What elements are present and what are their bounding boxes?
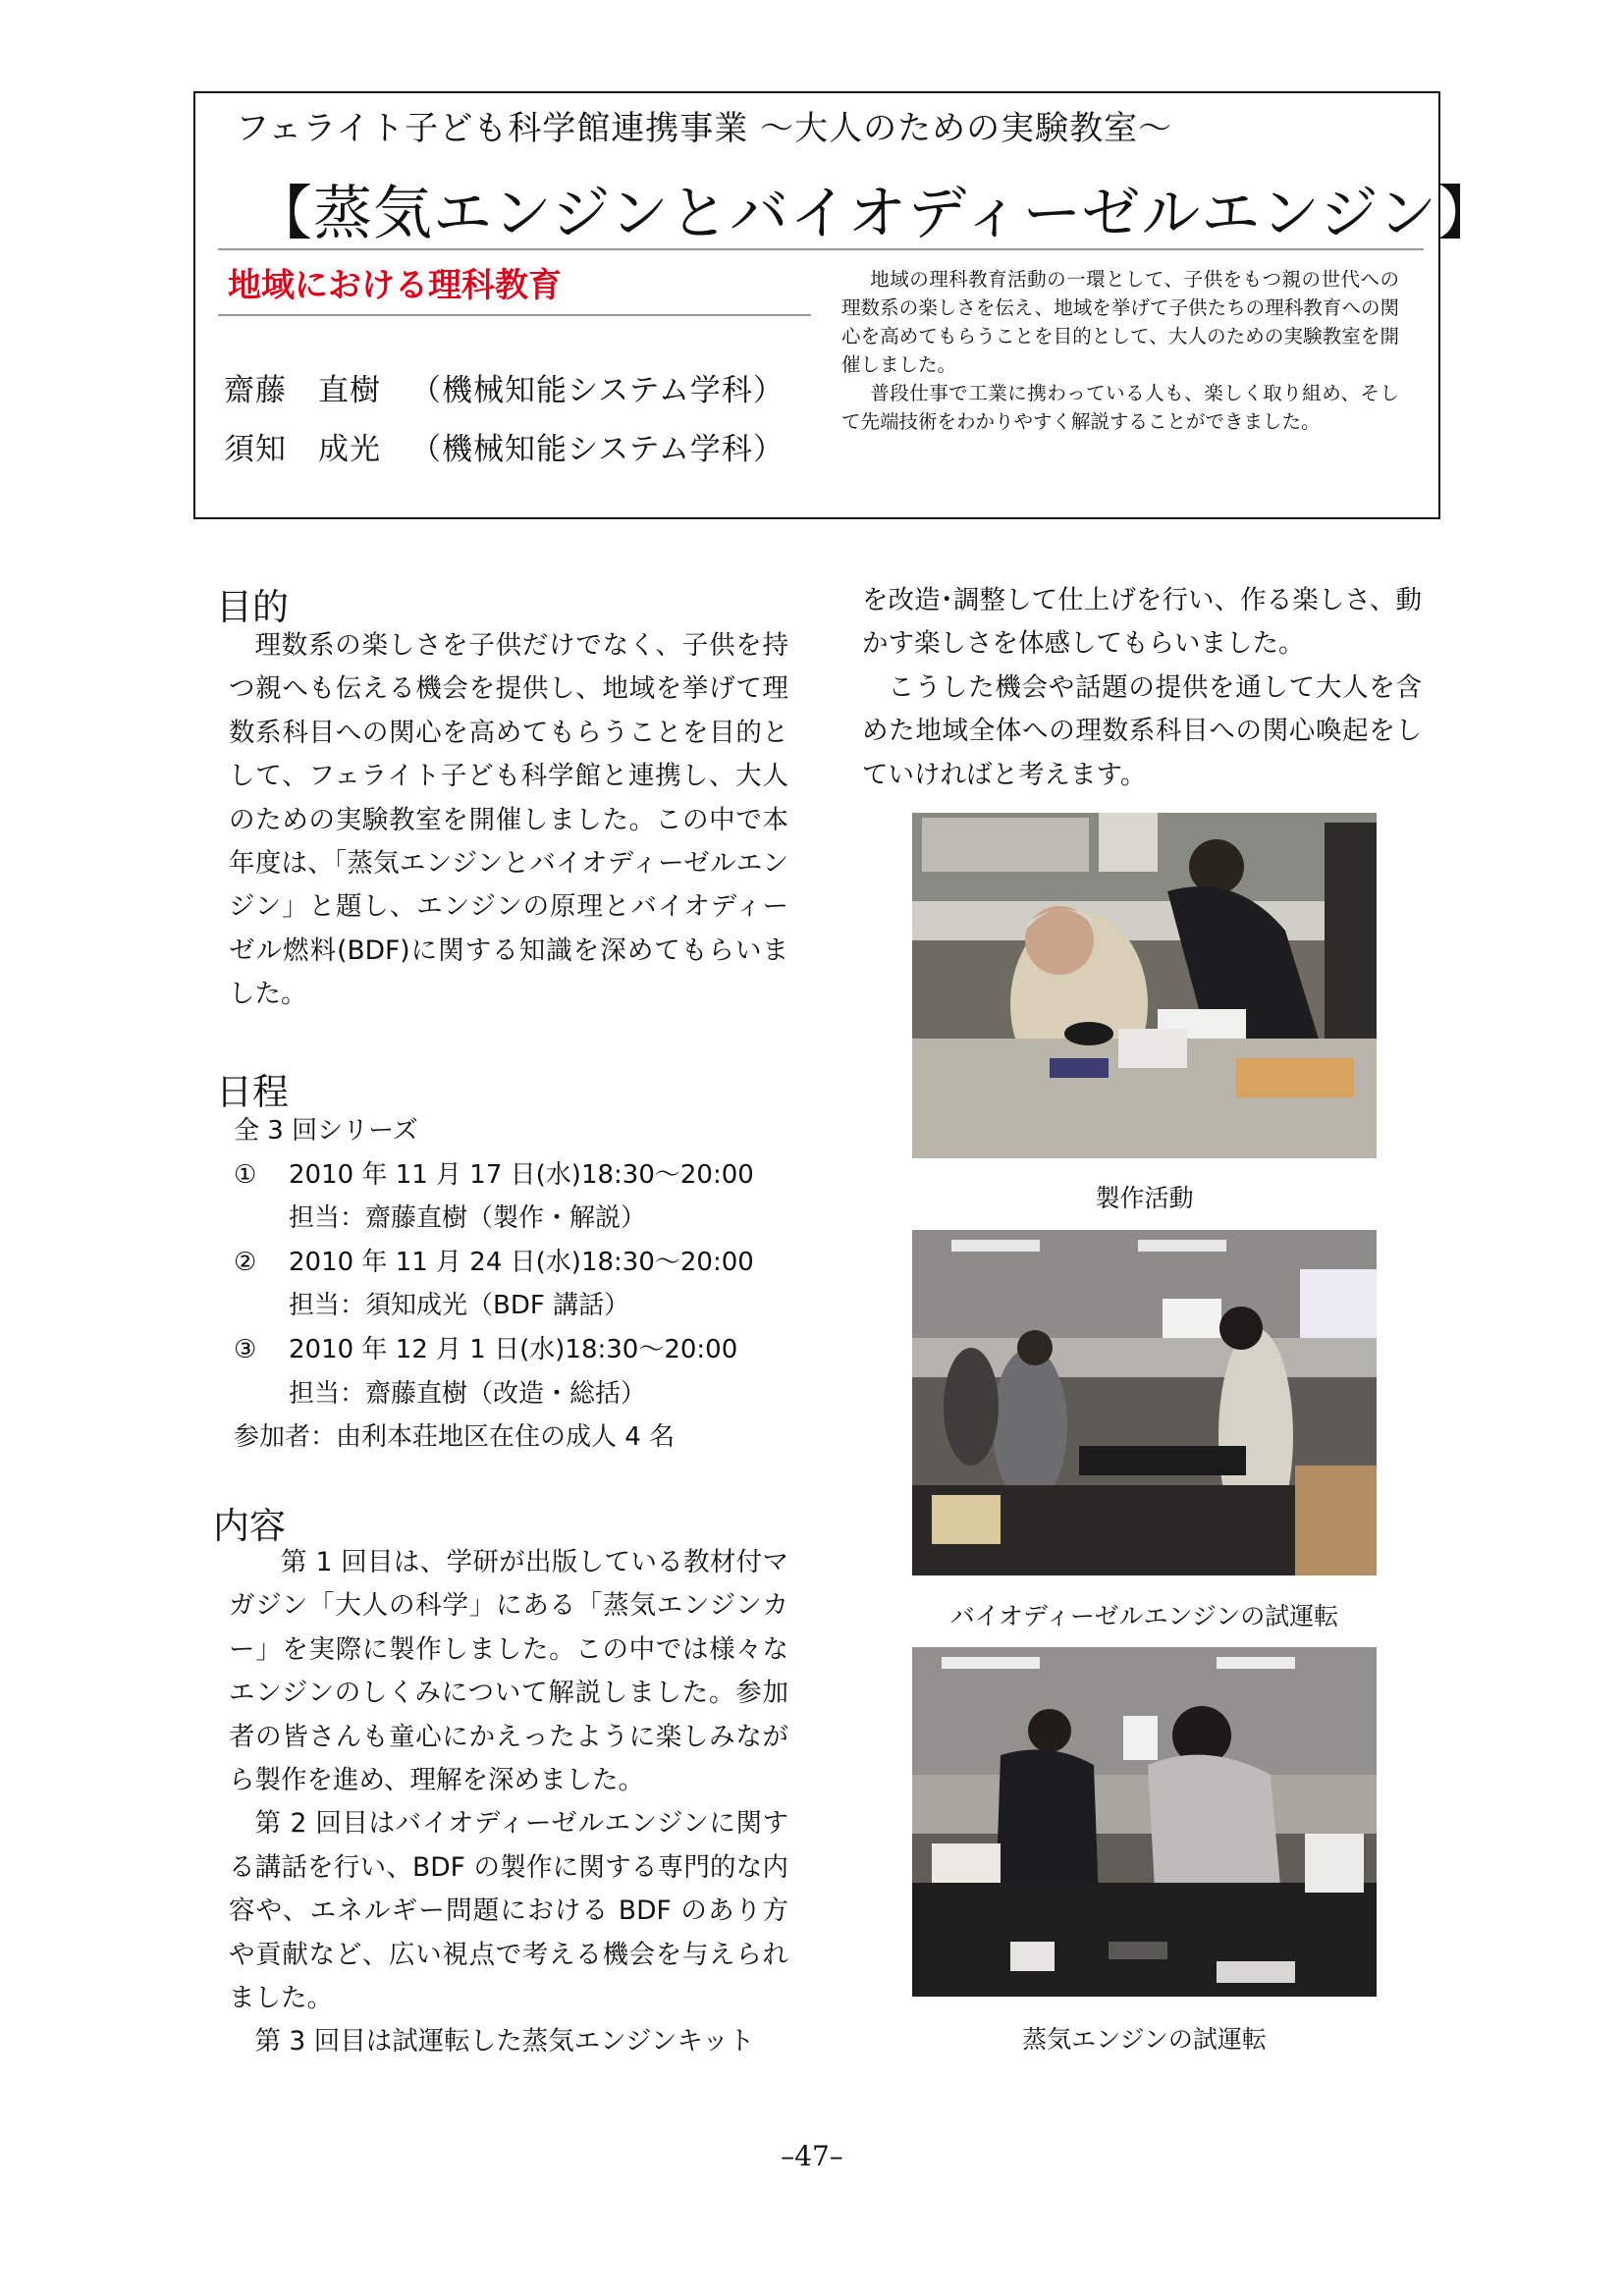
- content-text: [229, 1541, 788, 2064]
- author-line: [224, 424, 785, 468]
- purpose-paragraph: 理数系の楽しさを子供だけでなく、子供を持つ親へも伝える機会を提供し、地域を挙げて理数系科目への関心を高めてもらうことを目的として、フェライト子ども科学館と連携し、大人のための実験教室を開催しました。この中で本年度は、「蒸気エンジンとバイオディーゼルエンジン」と題し、エンジンの原理とバイオディーゼル燃料(BDF)に関する知識を深めてもらいました。: [229, 630, 788, 1010]
- content-continued: [862, 579, 1422, 797]
- page-number: –47–: [781, 2140, 843, 2172]
- schedule-list: [234, 1109, 754, 1460]
- content-heading: 内容: [213, 1505, 286, 1547]
- session-number: ②: [234, 1247, 257, 1277]
- session-date: 2010 年 11 月 17 日(水)18:30～20:00: [289, 1159, 754, 1190]
- session-date: 2010 年 12 月 1 日(水)18:30～20:00: [289, 1334, 738, 1364]
- purpose-text: [229, 624, 788, 1017]
- author-line: [224, 365, 785, 409]
- photo-workshop-activity-image: [912, 813, 1377, 1158]
- schedule-session-date: [234, 1241, 754, 1285]
- schedule-session-date: [234, 1153, 754, 1198]
- summary-paragraph: 地域の理科教育活動の一環として、子供をもつ親の世代への理数系の楽しさを伝え、地域を挙げて子供たちの理科教育への関心を高めてもらうことを目的として、大人のための実験教室を開催しました。: [841, 268, 1399, 376]
- title-divider: [218, 248, 1424, 250]
- photo-caption: 製作活動: [1095, 1184, 1194, 1212]
- main-title: 【蒸気エンジンとバイオディーゼルエンジン】: [253, 180, 1498, 248]
- schedule-session-staff: 担当：齋藤直樹（改造・総括）: [289, 1378, 647, 1409]
- session-date: 2010 年 11 月 24 日(水)18:30～20:00: [289, 1247, 754, 1277]
- photo-biodiesel-trial-image: [912, 1230, 1377, 1575]
- purpose-heading: 目的: [216, 586, 289, 628]
- author-department: （機械知能システム学科）: [410, 432, 785, 467]
- schedule-session-staff: 担当：齋藤直樹（製作・解説）: [289, 1203, 647, 1234]
- schedule-session-date: [234, 1328, 754, 1372]
- photo-workshop-activity: [912, 813, 1377, 1158]
- photo-biodiesel-trial: [912, 1230, 1377, 1575]
- summary: [841, 265, 1399, 436]
- session-number: ①: [234, 1159, 257, 1190]
- schedule-session-staff: 担当：須知成光（BDF 講話）: [289, 1291, 630, 1321]
- schedule-participants: 参加者：由利本荘地区在住の成人 4 名: [234, 1422, 676, 1453]
- schedule-series: 全 3 回シリーズ: [234, 1116, 418, 1146]
- closing-paragraph: こうした機会や話題の提供を通して大人を含めた地域全体への理数系科目への関心喚起をしていければと考えます。: [862, 671, 1422, 790]
- author-name: 齋藤 直樹: [224, 373, 381, 408]
- subtitle-divider: [218, 314, 811, 316]
- summary-paragraph: 普段仕事で工業に携わっている人も、楽しく取り組め、そして先端技術をわかりやすく解説することができました。: [841, 382, 1399, 433]
- photo-steam-engine-trial-image: [912, 1647, 1377, 1997]
- content-paragraph: 第 3 回目は試運転した蒸気エンジンキット: [254, 2026, 755, 2057]
- author-name: 須知 成光: [224, 432, 381, 467]
- subtitle: 地域における理科教育: [228, 266, 562, 305]
- series-title: フェライト子ども科学館連携事業 ～大人のための実験教室～: [236, 109, 1173, 148]
- photo-steam-engine-trial: [912, 1647, 1377, 1997]
- content-continued-paragraph: を改造･調整して仕上げを行い、作る楽しさ、動かす楽しさを体感してもらいました。: [862, 585, 1422, 660]
- photo-caption: 蒸気エンジンの試運転: [1022, 2025, 1267, 2054]
- session-number: ③: [234, 1334, 257, 1364]
- schedule-heading: 日程: [216, 1071, 289, 1113]
- content-paragraph: 第 2 回目はバイオディーゼルエンジンに関する講話を行い、BDF の製作に関する専門的な内容や、エネルギー問題における BDF のあり方や貢献など、広い視点で考える機会を与えられました。: [229, 1808, 788, 2014]
- photo-caption: バイオディーゼルエンジンの試運転: [949, 1602, 1339, 1630]
- author-department: （機械知能システム学科）: [410, 373, 785, 408]
- content-paragraph: 第 1 回目は、学研が出版している教材付マガジン「大人の科学」にある「蒸気エンジンカー」を実際に製作しました。この中では様々なエンジンのしくみについて解説しました。参加者の皆さんも童心にかえったように楽しみながら製作を進め、理解を深めました。: [229, 1547, 788, 1796]
